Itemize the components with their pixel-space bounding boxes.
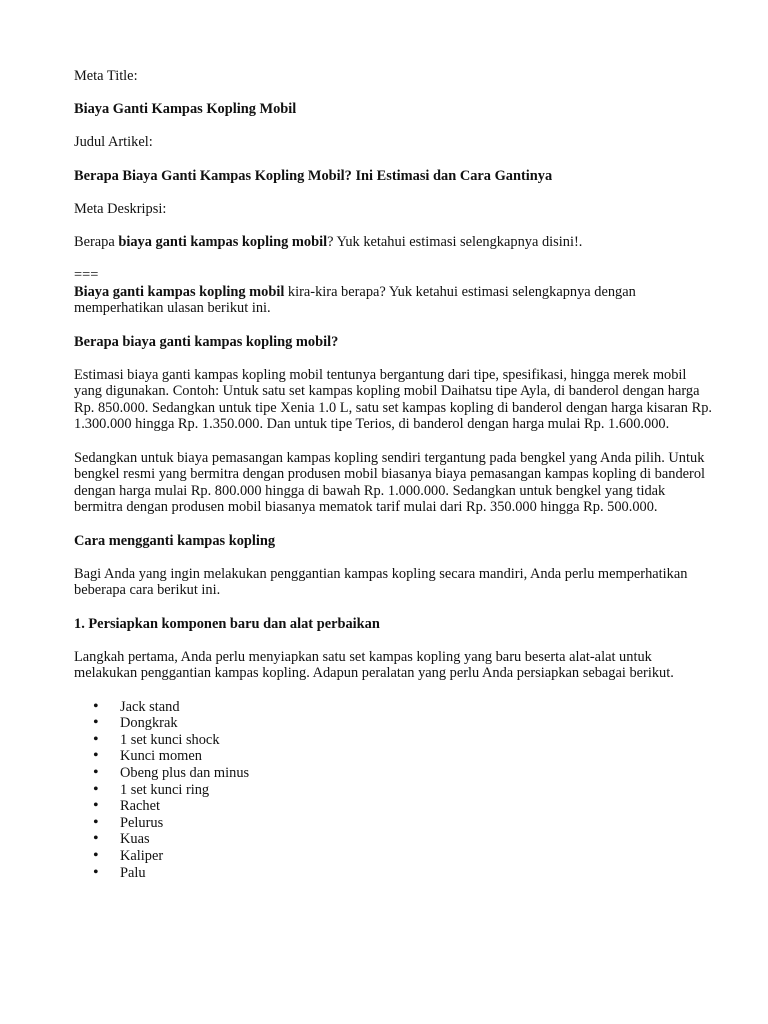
heading-cara: Cara mengganti kampas kopling bbox=[74, 532, 276, 549]
list-item: • Jack stand bbox=[120, 699, 714, 716]
meta-title: Biaya Ganti Kampas Kopling Mobil bbox=[74, 101, 297, 118]
list-item: • Kunci momen bbox=[120, 748, 714, 765]
list-item: • 1 set kunci ring bbox=[120, 782, 714, 799]
paragraph-step-1: Langkah pertama, Anda perlu menyiapkan satu set kampas kopling yang baru beserta alat-alat untuk melakukan penggantian kampas kopling. Adapun peralatan yang perlu Anda persiapkan sebagai berikut. bbox=[74, 648, 674, 682]
list-item: • Dongkrak bbox=[120, 715, 714, 732]
tools-list bbox=[74, 699, 714, 882]
heading-biaya: Berapa biaya ganti kampas kopling mobil? bbox=[74, 333, 339, 350]
meta-desc-pre: Berapa bbox=[74, 233, 119, 250]
list-item: • Kaliper bbox=[120, 848, 714, 865]
meta-desc-keyword: biaya ganti kampas kopling mobil bbox=[118, 233, 328, 250]
list-item: • Obeng plus dan minus bbox=[120, 765, 714, 782]
judul-artikel: Berapa Biaya Ganti Kampas Kopling Mobil? Ini Estimasi dan Cara Gantinya bbox=[74, 167, 553, 184]
meta-title-label: Meta Title: bbox=[74, 68, 138, 84]
list-item: • Kuas bbox=[120, 831, 714, 848]
list-item: • Pelurus bbox=[120, 815, 714, 832]
judul-label: Judul Artikel: bbox=[74, 134, 153, 151]
meta-desc-post: ? Yuk ketahui estimasi selengkapnya disini!. bbox=[327, 233, 583, 250]
intro-keyword: Biaya ganti kampas kopling mobil bbox=[74, 283, 285, 300]
paragraph-cara: Bagi Anda yang ingin melakukan penggantian kampas kopling secara mandiri, Anda perlu memperhatikan beberapa cara berikut ini. bbox=[74, 565, 688, 599]
paragraph-estimasi: Estimasi biaya ganti kampas kopling mobil tentunya bergantung dari tipe, spesifikasi, hingga merek mobil yang digunakan. Contoh: Untuk satu set kampas kopling mobil Daihatsu tipe Ayla, di banderol dengan harga Rp. 850.000. Sedangkan untuk tipe Xenia 1.0 L, satu set kampas kopling di banderol dengan harga kisaran Rp. 1.300.000 hingga Rp. 1.350.000. Dan untuk tipe Terios, di banderol dengan harga mulai Rp. 1.600.000. bbox=[74, 366, 712, 433]
list-item: • 1 set kunci shock bbox=[120, 732, 714, 749]
intro-paragraph bbox=[74, 284, 714, 317]
separator: === bbox=[74, 267, 99, 284]
meta-desc bbox=[74, 234, 714, 251]
list-item: • Rachet bbox=[120, 798, 714, 815]
heading-step-1: 1. Persiapkan komponen baru dan alat perbaikan bbox=[74, 615, 380, 632]
meta-desc-label: Meta Deskripsi: bbox=[74, 200, 167, 217]
intro-rest: kira-kira berapa? Yuk ketahui estimasi selengkapnya dengan memperhatikan ulasan berikut ini. bbox=[74, 283, 636, 317]
list-item: • Palu bbox=[120, 865, 714, 882]
document-content bbox=[74, 68, 714, 881]
paragraph-pemasangan: Sedangkan untuk biaya pemasangan kampas kopling sendiri tergantung pada bengkel yang Anda pilih. Untuk bengkel resmi yang bermitra dengan produsen mobil biasanya biaya pemasangan kampas kopling di banderol dengan harga mulai Rp. 800.000 hingga di bawah Rp. 1.000.000. Sedangkan untuk bengkel yang tidak bermitra dengan produsen mobil biasanya mematok tarif mulai dari Rp. 350.000 hingga Rp. 500.000. bbox=[74, 449, 706, 516]
